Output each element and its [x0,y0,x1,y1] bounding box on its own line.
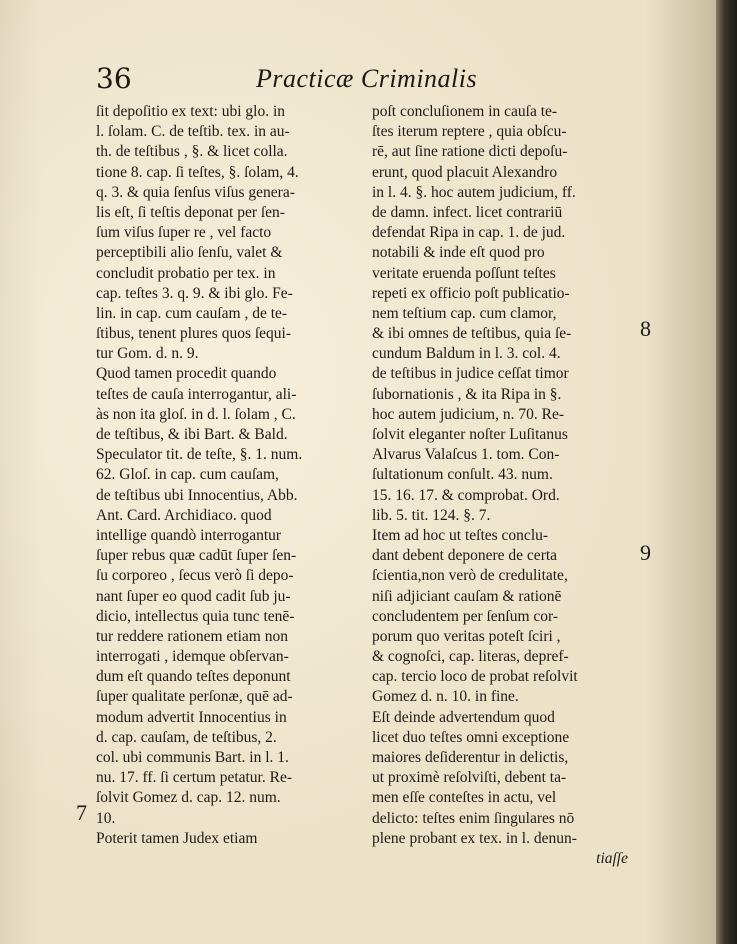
book-spine [716,0,737,944]
text-line: poſt concluſionem in cauſa te- [372,103,558,120]
text-line: lib. 5. tit. 124. §. 7. [372,506,491,524]
text-line: l. ſolam. C. de teſtib. tex. in au- [96,123,290,141]
text-line: Alvarus Valaſcus 1. tom. Con- [372,446,560,464]
text-line: ſcientia,non verò de credulitate, [372,567,568,585]
text-line: Gomez d. n. 10. in fine. [372,688,519,706]
text-line: de teſtibus ubi Innocentius, Abb. [96,486,298,504]
right-text-column [372,102,628,869]
text-line: ſum viſus ſuper re , vel facto [96,224,272,242]
text-line: tur Gom. d. n. 9. [96,345,199,363]
text-line: modum advertit Innocentius in [96,708,287,726]
text-line: q. 3. & quia ſenſus viſus genera- [96,183,295,201]
text-line: às non ita gloſ. in d. l. ſolam , C. [96,405,296,423]
text-line: tione 8. cap. ſi teſtes, §. ſolam, 4. [96,163,299,181]
text-line: Quod tamen procedit quando [96,365,277,383]
text-line: cundum Baldum in l. 3. col. 4. [372,345,561,363]
margin-note-8: 8 [640,316,651,341]
text-line: notabili & inde eſt quod pro [372,244,545,262]
text-line: de damn. infect. licet contrariū [372,203,563,221]
text-line: dum eſt quando teſtes deponunt [96,668,291,686]
text-line: & ibi omnes de teſtibus, quia ſe- [372,325,572,343]
page-header [96,62,656,98]
text-line: concludentem per ſenſum cor- [372,607,559,625]
text-line: licet duo teſtes omni exceptione [372,728,570,746]
text-line: dant debent deponere de certa [372,547,558,565]
text-line: porum quo veritas poteſt ſciri , [372,627,561,645]
text-line: lin. in cap. cum cauſam , de te- [96,304,288,322]
margin-note-9: 9 [640,540,651,565]
text-line: ut proximè reſolviſti, debent ta- [372,769,567,787]
text-line: ſit depoſitio ex text: ubi glo. in [96,103,285,120]
text-line: ſolvit eleganter noſter Luſitanus [372,426,568,443]
text-line: Eſt deinde advertendum quod [372,708,555,726]
text-line: perceptibili alio ſenſu, valet & [96,244,283,262]
text-line: de teſtibus, & ibi Bart. & Bald. [96,426,288,443]
text-line: 10. [96,809,116,827]
text-line: tur reddere rationem etiam non [96,627,288,645]
text-line: col. ubi communis Bart. in l. 1. [96,749,289,766]
text-line: ſultationum conſult. 43. num. [372,466,553,484]
text-line: Ant. Card. Archidiaco. quod [96,506,272,524]
text-line: plene probant ex tex. in l. denun- [372,829,577,847]
catchword: tiaſſe [596,849,628,867]
text-line: d. cap. cauſam, de teſtibus, 2. [96,728,277,746]
left-text-column [96,102,364,849]
text-line: nu. 17. ff. ſi certum petatur. Re- [96,769,292,787]
text-line: 62. Gloſ. in cap. cum cauſam, [96,466,279,484]
text-line: ſuper rebus quæ cadūt ſuper ſen- [96,547,297,565]
text-line: dicio, intellectus quia tunc tenē- [96,607,295,625]
text-line: intellige quandò interrogantur [96,526,282,544]
text-line: de teſtibus in judice ceſſat timor [372,365,569,383]
margin-note-7: 7 [76,800,87,825]
text-line: & cognoſci, cap. literas, depref- [372,648,569,666]
text-line: hoc autem judicium, n. 70. Re- [372,405,564,423]
running-title: Practicæ Criminalis [256,64,478,93]
text-line: defendat Ripa in cap. 1. de jud. [372,224,566,242]
text-line: ſtes iterum reptere , quia obſcu- [372,123,567,141]
text-line: ſtibus, tenent plures quos ſequi- [96,325,292,343]
text-line: maiores deſiderentur in delictis, [372,749,569,766]
text-line: Speculator tit. de teſte, §. 1. num. [96,446,303,464]
text-line: in l. 4. §. hoc autem judicium, ff. [372,183,576,201]
text-line: interrogati , idemque obſervan- [96,648,289,666]
text-line: lis eſt, ſi teſtis deponat per ſen- [96,203,285,221]
text-line: Poterit tamen Judex etiam [96,829,258,847]
text-line: niſi adjiciant cauſam & rationē [372,587,562,605]
text-line: nant ſuper eo quod cadit ſub ju- [96,587,291,605]
text-line: cap. teſtes 3. q. 9. & ibi glo. Fe- [96,284,293,302]
text-line: repeti ex officio poſt publicatio- [372,284,570,302]
text-line: teſtes de cauſa interrogantur, ali- [96,385,297,403]
text-line: cap. tercio loco de probat reſolvit [372,668,578,686]
text-line: Item ad hoc ut teſtes conclu- [372,526,549,544]
text-line: 15. 16. 17. & comprobat. Ord. [372,486,560,504]
page-number: 36 [96,62,132,95]
text-line: ſuper qualitate perſonæ, quē ad- [96,688,293,706]
text-line: veritate eruenda poſſunt teſtes [372,264,556,282]
text-line: th. de teſtibus , §. & licet colla. [96,143,288,161]
text-line: ſubornationis , & ita Ripa in §. [372,385,562,403]
text-line: delicto: teſtes enim ſingulares nō [372,809,575,827]
text-line: concludit probatio per tex. in [96,264,276,282]
text-line: ſu corporeo , ſecus verò ſi depo- [96,567,294,585]
text-line: erunt, quod placuit Alexandro [372,163,558,181]
text-line: nem teſtium cap. cum clamor, [372,304,557,322]
text-line: men eſſe conteſtes in actu, vel [372,789,557,807]
text-line: rē, aut ſine ratione dicti depoſu- [372,143,568,161]
text-line: ſolvit Gomez d. cap. 12. num. [96,789,281,807]
